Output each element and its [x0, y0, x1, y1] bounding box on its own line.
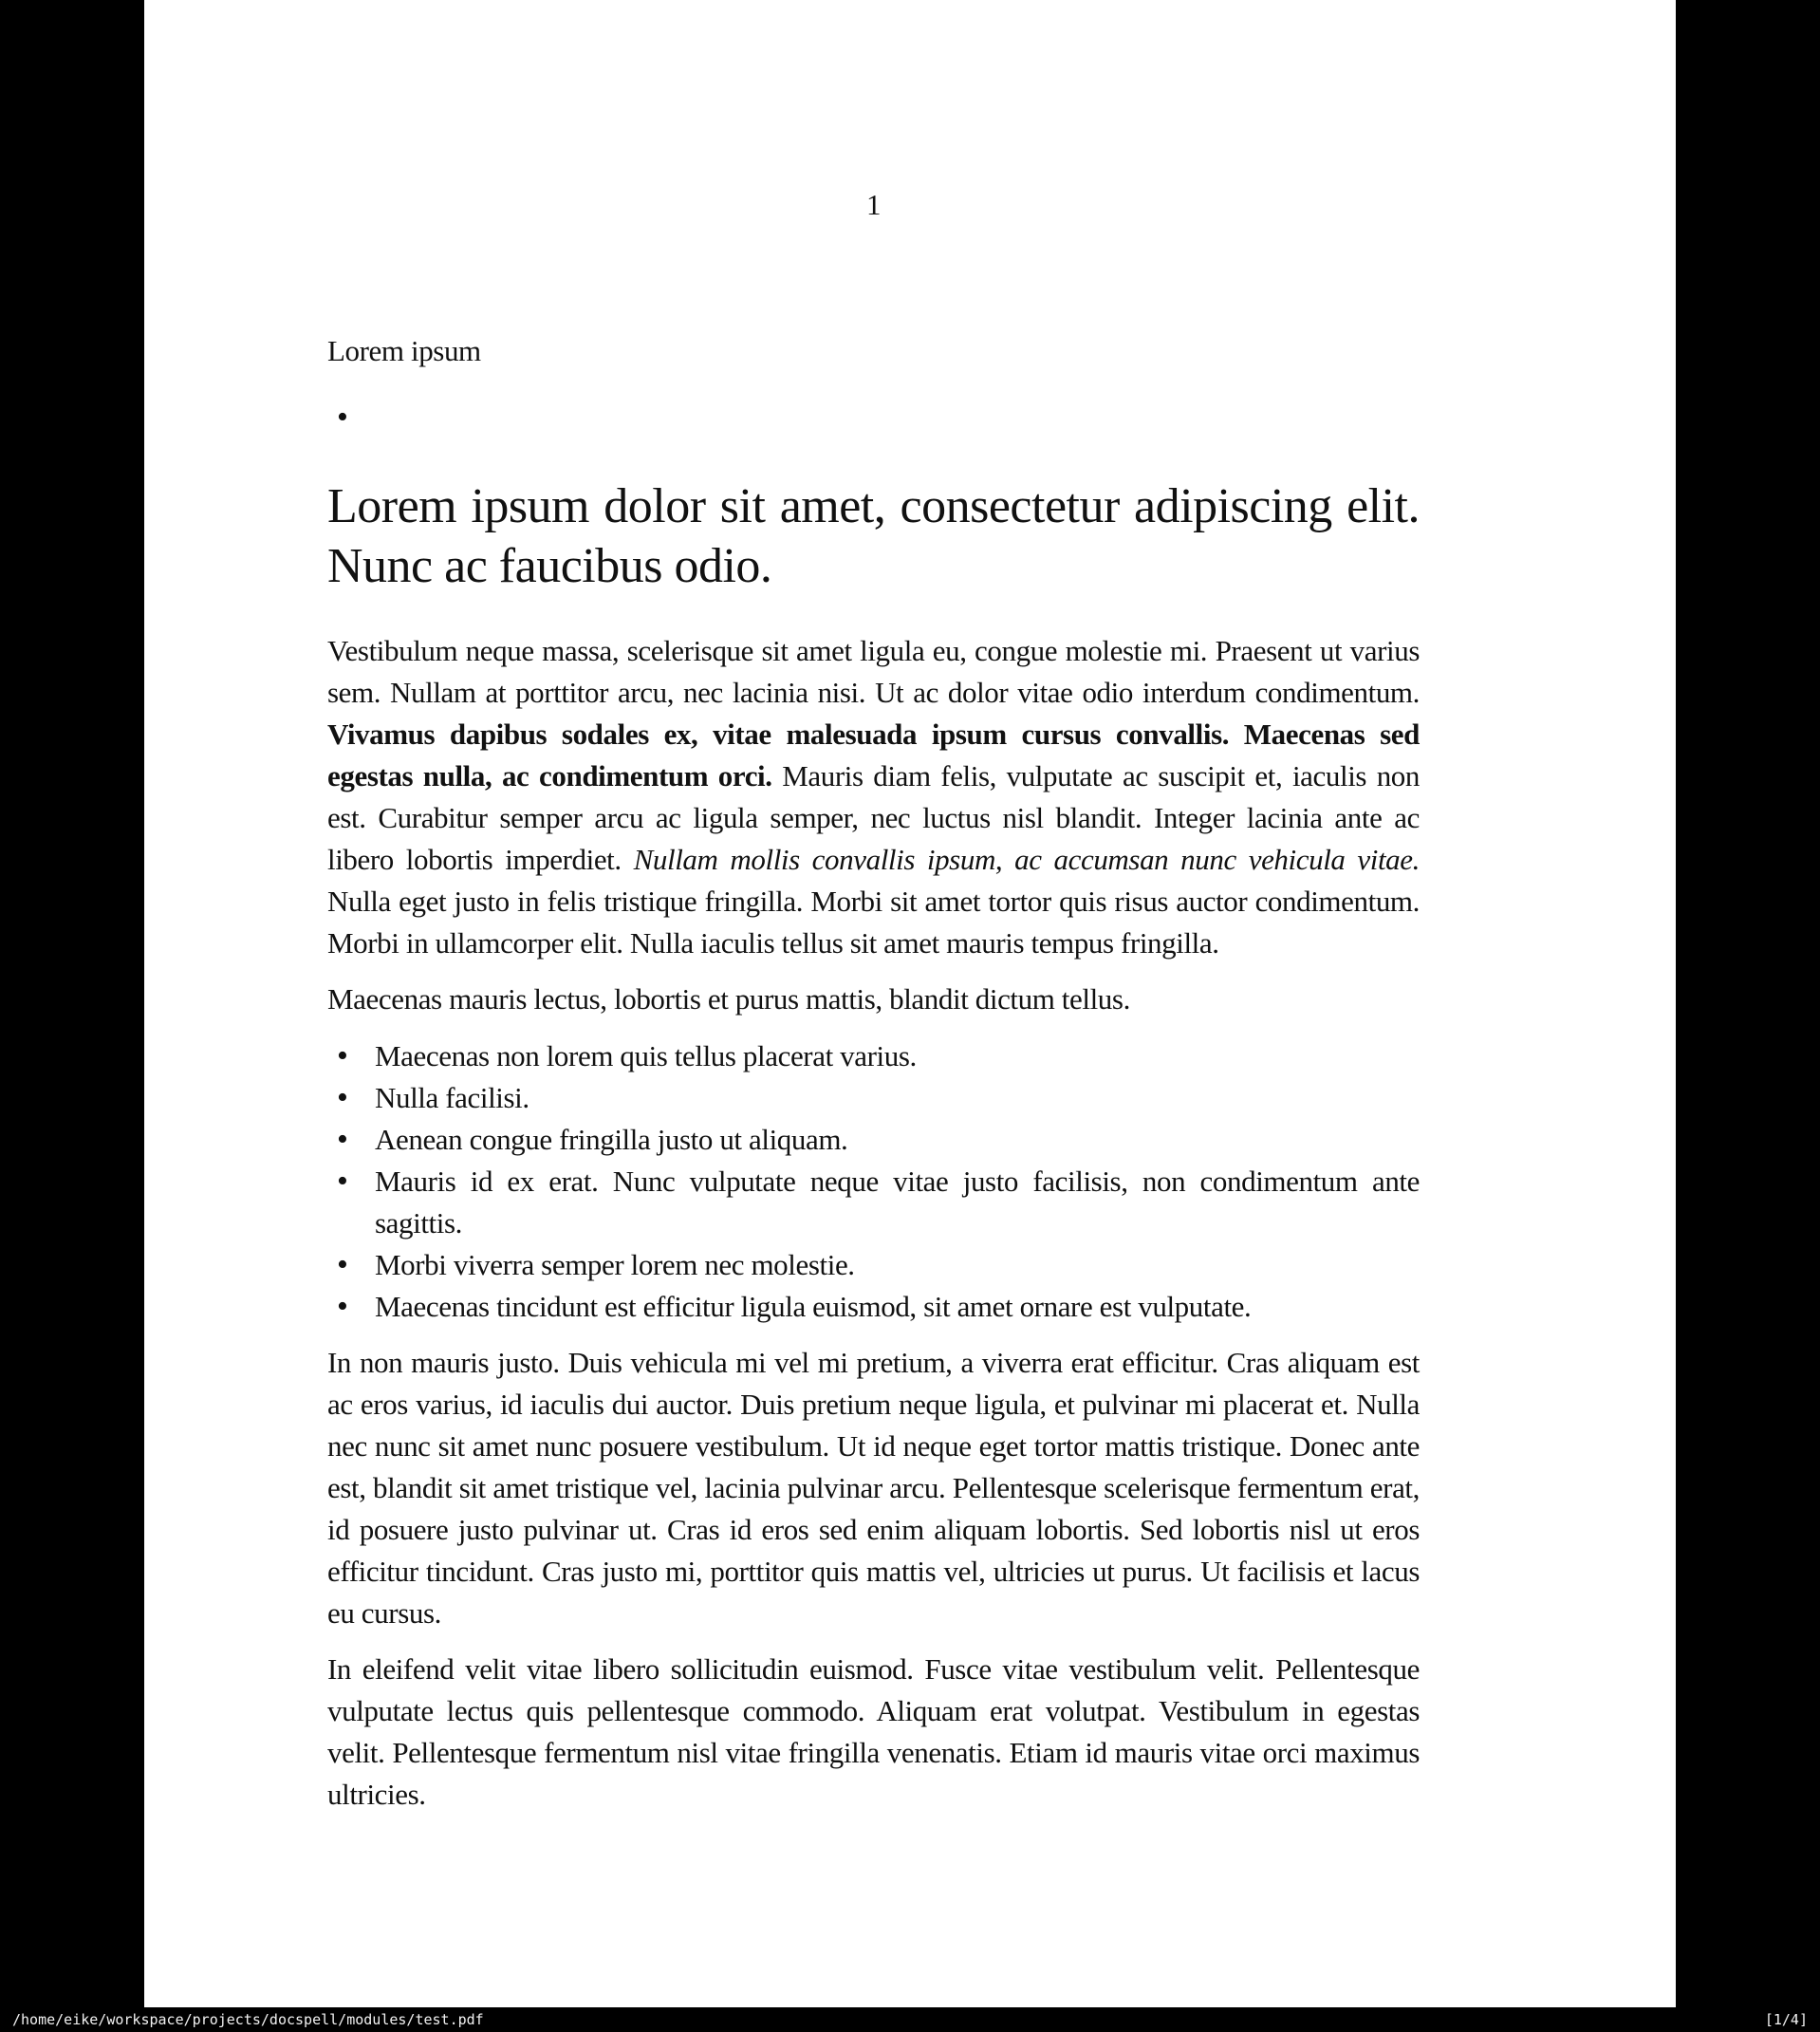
intro-paragraph: Lorem ipsum [327, 334, 481, 367]
list-item: • Mauris id ex erat. Nunc vulputate neque vitae justo facilisis, non condimentum ante sagittis. [327, 1161, 1420, 1244]
statusbar [0, 2007, 1820, 2032]
paragraph-1-segment-normal: Vestibulum neque massa, scelerisque sit amet ligula eu, congue molestie mi. Praesent ut varius sem. Nullam at porttitor arcu, nec lacinia nisi. Ut ac dolor vitae odio interdum condimentum. [327, 634, 1420, 709]
page-number: 1 [865, 188, 882, 221]
statusbar-file-path: /home/eike/workspace/projects/docspell/modules/test.pdf [12, 2011, 484, 2028]
text-column [327, 186, 1420, 1816]
list-item: • Morbi viverra semper lorem nec molestie. [327, 1244, 1420, 1286]
section-heading: Lorem ipsum dolor sit amet, consectetur adipiscing elit. Nunc ac faucibus odio. [327, 479, 1420, 593]
paragraph-3: In non mauris justo. Duis vehicula mi vel mi pretium, a viverra erat efficitur. Cras aliquam est ac eros varius, id iaculis dui auctor. Duis pretium neque ligula, et pulvinar mi placerat et. Nulla nec nunc sit amet nunc posuere vestibulum. Ut id neque eget tortor mattis tristique. Donec ante est, blandit sit amet tristique vel, lacinia pulvinar arcu. Pellentesque scelerisque fermentum erat, id posuere justo pulvinar ut. Cras id eros sed enim aliquam lobortis. Sed lobortis nisl ut eros efficitur tincidunt. Cras justo mi, porttitor quis mattis vel, ultricies ut purus. Ut facilisis et lacus eu cursus. [327, 1346, 1420, 1630]
paragraph-4: In eleifend velit vitae libero sollicitudin euismod. Fusce vitae vestibulum velit. Pellentesque vulputate lectus quis pellentesque commodo. Aliquam erat volutpat. Vestibulum in egestas velit. Pellentesque fermentum nisl vitae fringilla venenatis. Etiam id mauris vitae orci maximus ultricies. [327, 1652, 1420, 1811]
paragraph-1-segment-normal: Mauris diam felis, vulputate ac suscipit et, iaculis non est. Curabitur semper arcu ac ligula semper, nec luctus nisl blandit. Integer lacinia ante ac libero lobortis imperdiet. [327, 759, 1420, 876]
paragraph-2: Maecenas mauris lectus, lobortis et purus mattis, blandit dictum tellus. [327, 982, 1130, 1016]
list-item: • Aenean congue fringilla justo ut aliquam. [327, 1119, 1420, 1161]
list-item: • Maecenas tincidunt est efficitur ligula euismod, sit amet ornare est vulputate. [327, 1286, 1420, 1328]
bullet-icon: • [337, 400, 348, 435]
list-item: • Nulla facilisi. [327, 1077, 1420, 1119]
bullet-list [327, 1035, 1420, 1328]
paragraph-1-segment-normal: Nulla eget justo in felis tristique fringilla. Morbi sit amet tortor quis risus auctor condimentum. Morbi in ullamcorper elit. Nulla iaculis tellus sit amet mauris tempus fringilla. [327, 885, 1420, 960]
paragraph-1 [327, 630, 1420, 964]
list-item: • Maecenas non lorem quis tellus placerat varius. [327, 1035, 1420, 1077]
paragraph-1-segment-italic: Nullam mollis convallis ipsum, ac accumsan nunc vehicula vitae. [633, 843, 1420, 876]
statusbar-page-indicator: [1/4] [1764, 2011, 1808, 2028]
paragraph-1-segment-bold: Vivamus dapibus sodales ex, vitae malesuada ipsum cursus convallis. Maecenas sed egestas nulla, ac condimentum orci. [327, 718, 1420, 792]
empty-list-item [327, 397, 1420, 438]
document-page[interactable] [144, 0, 1676, 2007]
